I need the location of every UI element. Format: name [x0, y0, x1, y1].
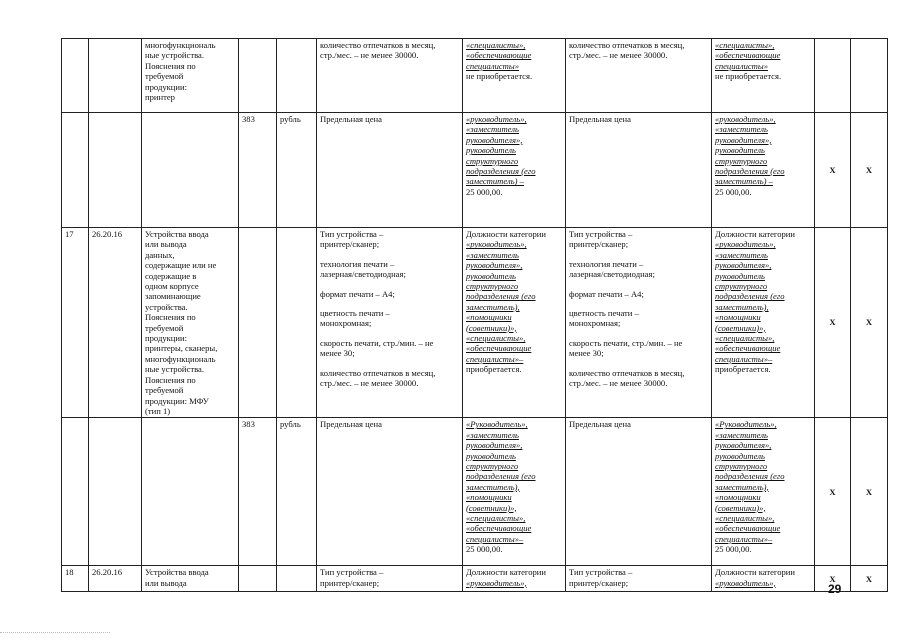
text-line: содержащие или не: [145, 260, 217, 271]
table-row: [62, 113, 888, 228]
text-line: заместитель),: [715, 301, 769, 312]
mark-x-cell: X: [815, 418, 851, 566]
text-line: количество отпечатков в месяц,: [320, 367, 436, 378]
text-line: «руководитель»,: [466, 239, 527, 250]
text-line: «специалисты»,: [466, 333, 526, 344]
text-line: «руководитель»,: [466, 114, 527, 124]
text-line: «руководитель»,: [715, 239, 776, 250]
text-line: технология печати –: [569, 258, 644, 269]
text-line: 25 000,00.: [466, 544, 503, 555]
okpd-code-cell: 26.20.16: [89, 566, 142, 592]
text-line: Должности категории: [715, 229, 796, 239]
text-line: Должности категории: [466, 229, 547, 239]
text-line: не приобретается.: [466, 71, 533, 82]
positions-authority-cell: [463, 566, 566, 592]
row-number-cell: [62, 113, 89, 228]
unit-code-cell: [239, 39, 277, 113]
text-line: Пояснения по: [145, 312, 196, 323]
table-row: [62, 418, 888, 566]
unit-name-cell: [277, 566, 317, 592]
text-line: подразделения (его: [466, 166, 536, 177]
spacer: [320, 299, 459, 308]
mark-x-cell: X: [851, 418, 888, 566]
text-line: Тип устройства –: [569, 229, 633, 239]
text-line: менее 30;: [569, 348, 604, 359]
text-line: структурного: [466, 460, 519, 471]
positions-authority-cell: [463, 113, 566, 228]
text-line: Пояснения по: [145, 60, 196, 71]
okpd-code-cell: [89, 113, 142, 228]
mark-x-cell: [851, 39, 888, 113]
text-line: Тип устройства –: [569, 567, 633, 578]
text-line: цветность печати –: [320, 308, 390, 319]
text-line: продукции:: [145, 81, 187, 92]
text-line: стр./мес. – не менее 30000.: [569, 50, 668, 61]
product-name-cell: [142, 566, 239, 592]
okpd-code-cell: 26.20.16: [89, 228, 142, 418]
text-line: руководитель: [466, 145, 516, 156]
spec-agency-cell: [566, 566, 712, 592]
text-line: (тип 1): [145, 405, 171, 416]
okpd-code-cell: [89, 418, 142, 566]
product-name-cell: [142, 228, 239, 418]
text-line: «специалисты»,: [715, 512, 775, 523]
text-line: структурного: [466, 155, 519, 166]
text-line: «обеспечивающие: [466, 523, 532, 534]
text-line: ные устройства.: [145, 364, 204, 375]
scan-artifact: [0, 632, 110, 636]
text-line: «специалисты»,: [466, 512, 526, 523]
text-line: Предельная цена: [320, 419, 382, 430]
positions-agency-cell: [712, 39, 815, 113]
text-line: «заместитель: [466, 124, 519, 135]
text-line: подразделения (его: [715, 166, 785, 177]
text-line: или вывода: [145, 577, 187, 588]
text-line: специалисты»–: [466, 353, 524, 364]
table-row: [62, 39, 888, 113]
text-line: (советники)»,: [466, 322, 517, 333]
text-line: специалисты»: [466, 60, 519, 71]
text-line: лазерная/светодиодная;: [320, 269, 406, 280]
text-line: «специалисты»,: [715, 40, 775, 50]
text-line: технология печати –: [320, 258, 395, 269]
text-line: специалисты»–: [715, 533, 773, 544]
spec-authority-cell: [317, 113, 463, 228]
table-row: [62, 228, 888, 418]
text-line: «помощники: [466, 312, 512, 323]
spec-authority-cell: [317, 39, 463, 113]
text-line: многофункциональ: [145, 353, 216, 364]
text-line: многофункциональ: [145, 40, 216, 50]
text-line: стр./мес. – не менее 30000.: [320, 378, 419, 389]
text-line: «руководитель»,: [715, 577, 776, 588]
spec-agency-cell: [566, 113, 712, 228]
text-line: данных,: [145, 249, 175, 260]
text-line: «руководитель»,: [715, 114, 776, 124]
spacer: [320, 280, 459, 289]
text-line: специалисты»–: [466, 533, 524, 544]
text-line: 25 000,00.: [715, 544, 752, 555]
text-line: требуемой: [145, 322, 184, 333]
unit-code-cell: 383: [239, 418, 277, 566]
unit-code-cell: [239, 566, 277, 592]
text-line: формат печати – А4;: [320, 288, 395, 299]
text-line: руководителя»,: [715, 260, 772, 271]
text-line: «помощники: [715, 312, 761, 323]
text-line: Должности категории: [715, 567, 796, 578]
text-line: Пояснения по: [145, 374, 196, 385]
text-line: количество отпечатков в месяц,: [569, 367, 685, 378]
text-line: монохромная;: [320, 318, 372, 329]
text-line: количество отпечатков в месяц,: [569, 40, 685, 50]
unit-code-cell: 383: [239, 113, 277, 228]
text-line: подразделения (его: [466, 471, 536, 482]
unit-name-cell: рубль: [277, 113, 317, 228]
text-line: руководителя»,: [715, 134, 772, 145]
unit-name-cell: рубль: [277, 418, 317, 566]
text-line: содержащие в: [145, 270, 197, 281]
spacer: [320, 250, 459, 259]
text-line: «обеспечивающие: [715, 523, 781, 534]
text-line: «заместитель: [466, 249, 519, 260]
row-number-cell: 18: [62, 566, 89, 592]
text-line: стр./мес. – не менее 30000.: [320, 50, 419, 61]
spec-agency-cell: [566, 418, 712, 566]
positions-agency-cell: [712, 418, 815, 566]
text-line: количество отпечатков в месяц,: [320, 40, 436, 50]
spacer: [569, 359, 708, 368]
text-line: принтер/сканер;: [569, 577, 629, 588]
text-line: 25 000,00.: [715, 186, 752, 197]
text-line: руководитель: [466, 270, 516, 281]
text-line: «Руководитель»,: [466, 419, 528, 430]
text-line: стр./мес. – не менее 30000.: [569, 378, 668, 389]
text-line: одном корпусе: [145, 281, 199, 292]
text-line: Предельная цена: [569, 114, 631, 124]
text-line: подразделения (его: [466, 291, 536, 302]
text-line: «руководитель»,: [466, 577, 527, 588]
text-line: структурного: [466, 281, 519, 292]
spacer: [569, 329, 708, 338]
text-line: «заместитель: [715, 124, 768, 135]
product-name-cell: [142, 113, 239, 228]
text-line: не приобретается.: [715, 71, 782, 82]
text-line: Устройства ввода: [145, 229, 209, 239]
unit-code-cell: [239, 228, 277, 418]
text-line: Должности категории: [466, 567, 547, 578]
text-line: или вывода: [145, 239, 187, 250]
text-line: руководитель: [715, 145, 765, 156]
positions-authority-cell: [463, 39, 566, 113]
text-line: руководителя»,: [466, 260, 523, 271]
mark-x-cell: X: [851, 228, 888, 418]
text-line: принтер/сканер;: [320, 239, 380, 250]
text-line: структурного: [715, 281, 768, 292]
text-line: (советники)»,: [466, 502, 517, 513]
text-line: «помощники: [715, 492, 761, 503]
text-line: запоминающие: [145, 291, 201, 302]
text-line: заместитель),: [466, 301, 520, 312]
text-line: специалисты»–: [715, 353, 773, 364]
spacer: [569, 299, 708, 308]
text-line: структурного: [715, 155, 768, 166]
text-line: заместитель) –: [466, 176, 524, 187]
text-line: специалисты»: [715, 60, 768, 71]
text-line: заместитель),: [466, 481, 520, 492]
text-line: продукции: МФУ: [145, 395, 209, 406]
text-line: принтер/сканер;: [569, 239, 629, 250]
text-line: «обеспечивающие: [715, 343, 781, 354]
text-line: руководитель: [715, 450, 765, 461]
text-line: принтеры, сканеры,: [145, 343, 218, 354]
text-line: «заместитель: [466, 429, 519, 440]
text-line: Тип устройства –: [320, 567, 384, 578]
text-line: 25 000,00.: [466, 186, 503, 197]
page-number: 29: [828, 582, 842, 596]
text-line: руководителя»,: [466, 134, 523, 145]
text-line: формат печати – А4;: [569, 288, 644, 299]
spec-agency-cell: [566, 39, 712, 113]
positions-agency-cell: [712, 113, 815, 228]
text-line: принтер: [145, 92, 175, 103]
okpd-code-cell: [89, 39, 142, 113]
text-line: руководитель: [466, 450, 516, 461]
positions-agency-cell: [712, 566, 815, 592]
text-line: требуемой: [145, 71, 184, 82]
text-line: подразделения (его: [715, 471, 785, 482]
text-line: Предельная цена: [569, 419, 631, 430]
text-line: требуемой: [145, 385, 184, 396]
text-line: руководитель: [715, 270, 765, 281]
text-line: приобретается.: [466, 364, 522, 375]
mark-x-cell: X: [815, 113, 851, 228]
text-line: «Руководитель»,: [715, 419, 777, 430]
text-line: цветность печати –: [569, 308, 639, 319]
text-line: продукции:: [145, 333, 187, 344]
text-line: «помощники: [466, 492, 512, 503]
positions-authority-cell: [463, 228, 566, 418]
text-line: Тип устройства –: [320, 229, 384, 239]
mark-x-cell: [815, 39, 851, 113]
text-line: устройства.: [145, 301, 188, 312]
spec-authority-cell: [317, 418, 463, 566]
unit-name-cell: [277, 228, 317, 418]
text-line: заместитель) –: [715, 176, 773, 187]
text-line: скорость печати, стр./мин. – не: [320, 337, 434, 348]
text-line: руководителя»,: [715, 440, 772, 451]
product-name-cell: [142, 39, 239, 113]
text-line: заместитель),: [715, 481, 769, 492]
table-row: [62, 566, 888, 592]
text-line: «заместитель: [715, 249, 768, 260]
mark-x-cell: X: [815, 566, 851, 592]
text-line: монохромная;: [569, 318, 621, 329]
text-line: Предельная цена: [320, 114, 382, 124]
text-line: структурного: [715, 460, 768, 471]
spacer: [569, 250, 708, 259]
text-line: скорость печати, стр./мин. – не: [569, 337, 683, 348]
text-line: подразделения (его: [715, 291, 785, 302]
text-line: (советники)»,: [715, 502, 766, 513]
text-line: менее 30;: [320, 348, 355, 359]
positions-authority-cell: [463, 418, 566, 566]
unit-name-cell: [277, 39, 317, 113]
product-name-cell: [142, 418, 239, 566]
text-line: руководителя»,: [466, 440, 523, 451]
text-line: (советники)»,: [715, 322, 766, 333]
spec-authority-cell: [317, 228, 463, 418]
text-line: «обеспечивающие: [466, 50, 532, 61]
text-line: «специалисты»,: [466, 40, 526, 50]
text-line: принтер/сканер;: [320, 577, 380, 588]
procurement-requirements-table: [61, 38, 888, 592]
spec-agency-cell: [566, 228, 712, 418]
text-line: «обеспечивающие: [715, 50, 781, 61]
text-line: ные устройства.: [145, 50, 204, 61]
text-line: «заместитель: [715, 429, 768, 440]
text-line: лазерная/светодиодная;: [569, 269, 655, 280]
text-line: «обеспечивающие: [466, 343, 532, 354]
spacer: [320, 359, 459, 368]
row-number-cell: [62, 418, 89, 566]
spec-authority-cell: [317, 566, 463, 592]
row-number-cell: 17: [62, 228, 89, 418]
text-line: Устройства ввода: [145, 567, 209, 578]
spacer: [320, 329, 459, 338]
positions-agency-cell: [712, 228, 815, 418]
spacer: [569, 280, 708, 289]
text-line: приобретается.: [715, 364, 771, 375]
mark-x-cell: X: [851, 566, 888, 592]
text-line: «специалисты»,: [715, 333, 775, 344]
row-number-cell: [62, 39, 89, 113]
mark-x-cell: X: [851, 113, 888, 228]
mark-x-cell: X: [815, 228, 851, 418]
